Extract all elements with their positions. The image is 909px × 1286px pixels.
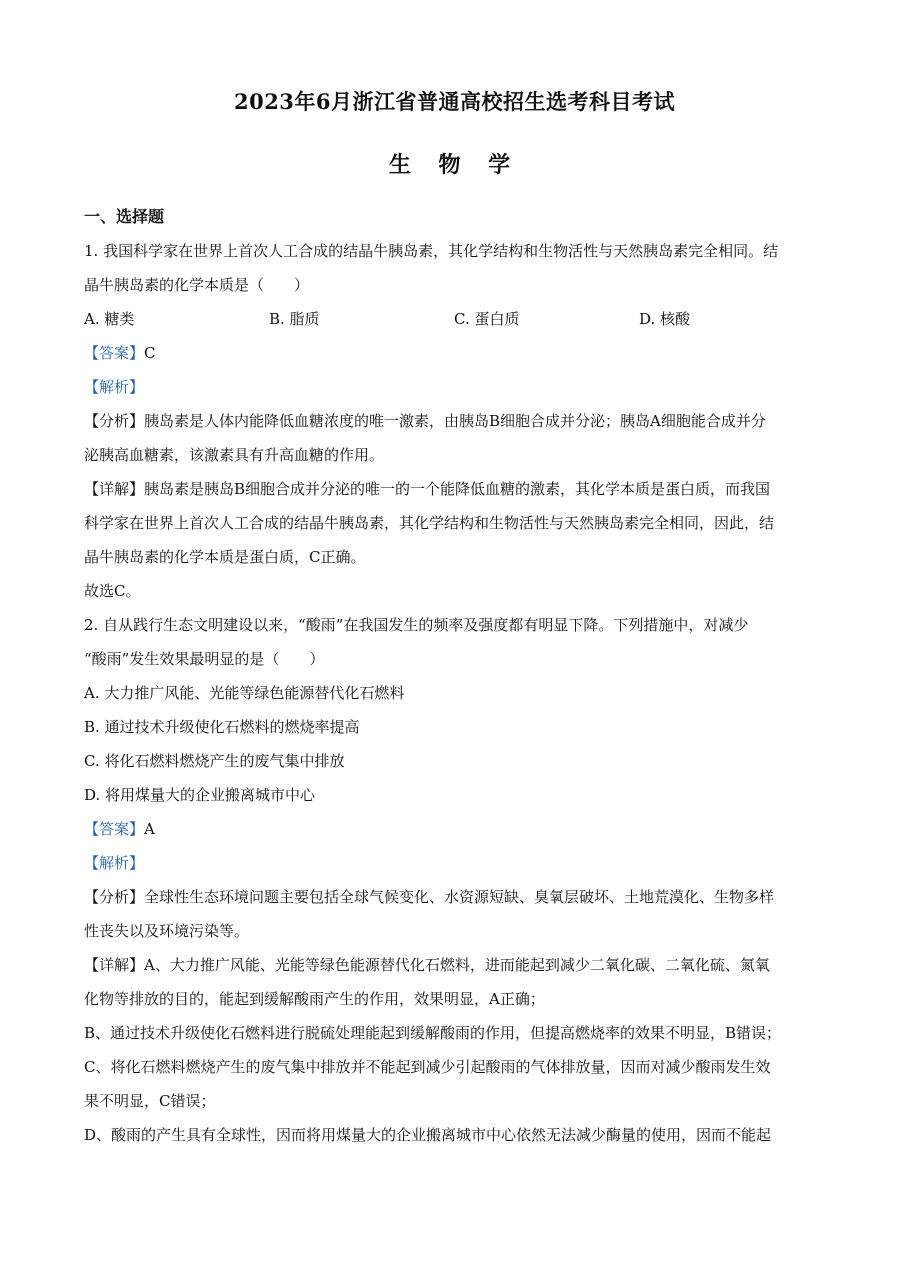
q1-stem-line2: 晶牛胰岛素的化学本质是（ ） <box>84 276 310 294</box>
q1-option-b: B. 脂质 <box>269 310 320 328</box>
section-heading: 一、选择题 <box>84 207 165 226</box>
q1-fenxi-line2: 泌胰高血糖素，该激素具有升高血糖的作用。 <box>84 446 385 464</box>
q1-option-d: D. 核酸 <box>639 310 691 328</box>
fenxi-tag: 【分析】 <box>84 412 145 430</box>
q2-line-c2: 果不明显，C错误； <box>84 1092 216 1110</box>
q1-answer <box>84 336 824 370</box>
answer-tag: 【答案】 <box>84 820 145 838</box>
q1-xiangjie-text1: 胰岛素是胰岛B细胞合成并分泌的唯一的一个能降低血糖的激素，其化学本质是蛋白质，而我国 <box>144 480 771 498</box>
q2-option-b: B. 通过技术升级使化石燃料的燃烧率提高 <box>84 718 360 736</box>
q1-xiangjie-line3: 晶牛胰岛素的化学本质是蛋白质，C正确。 <box>84 548 366 566</box>
q2-line-b: B、通过技术升级使化石燃料进行脱硫处理能起到缓解酸雨的作用，但提高燃烧率的效果不明显，B错误； <box>84 1024 782 1042</box>
q2-stem-line2: “酸雨”发生效果最明显的是（ ） <box>84 650 325 668</box>
q2-line-d: D、酸雨的产生具有全球性，因而将用煤量大的企业搬离城市中心依然无法减少酶量的使用，因而不能起 <box>84 1126 772 1144</box>
q1-xiangjie-line2: 科学家在世界上首次人工合成的结晶牛胰岛素，其化学结构和生物活性与天然胰岛素完全相同，因此，结 <box>84 514 775 532</box>
q1-fenxi-line1 <box>84 404 824 438</box>
q1-fenxi-text1: 胰岛素是人体内能降低血糖浓度的唯一激素，由胰岛B细胞合成并分泌；胰岛A细胞能合成并分 <box>144 412 766 430</box>
q1-stem-line1: 1. 我国科学家在世界上首次人工合成的结晶牛胰岛素，其化学结构和生物活性与天然胰岛素完全相同。结 <box>84 242 779 260</box>
q2-analysis <box>84 846 824 880</box>
subject-title: 生 物 学 <box>388 152 521 178</box>
q1-conclusion: 故选C。 <box>84 582 141 600</box>
q2-answer-value: A <box>144 820 155 838</box>
q2-stem-line1: 2. 自从践行生态文明建设以来，“酸雨”在我国发生的频率及强度都有明显下降。下列措施中，对减少 <box>84 616 749 634</box>
xiangjie-tag: 【详解】 <box>84 480 145 498</box>
q2-line-c1: C、将化石燃料燃烧产生的废气集中排放并不能起到减少引起酸雨的气体排放量，因而对减少酸雨发生效 <box>84 1058 771 1076</box>
q1-options <box>84 302 824 336</box>
q2-xiangjie-line1 <box>84 948 824 982</box>
q2-fenxi-line1 <box>84 880 824 914</box>
answer-tag: 【答案】 <box>84 344 145 362</box>
q2-option-a: A. 大力推广风能、光能等绿色能源替代化石燃料 <box>84 684 405 702</box>
q1-option-a: A. 糖类 <box>84 310 135 328</box>
q2-xiangjie-line2: 化物等排放的目的，能起到缓解酸雨产生的作用，效果明显，A正确； <box>84 990 545 1008</box>
q2-option-d: D. 将用煤量大的企业搬离城市中心 <box>84 786 316 804</box>
q2-answer <box>84 812 824 846</box>
q1-analysis <box>84 370 824 404</box>
analysis-tag: 【解析】 <box>84 854 145 872</box>
q2-xiangjie-text1: A、大力推广风能、光能等绿色能源替代化石燃料，进而能起到减少二氧化碳、二氧化硫、氮氧 <box>144 956 770 974</box>
q2-fenxi-line2: 性丧失以及环境污染等。 <box>84 922 250 940</box>
analysis-tag: 【解析】 <box>84 378 145 396</box>
q2-option-c: C. 将化石燃料燃烧产生的废气集中排放 <box>84 752 345 770</box>
q2-fenxi-text1: 全球性生态环境问题主要包括全球气候变化、水资源短缺、臭氧层破坏、土地荒漠化、生物多样 <box>144 888 775 906</box>
q1-answer-value: C <box>144 344 156 362</box>
q1-option-c: C. 蛋白质 <box>454 310 520 328</box>
document-body <box>84 200 824 1152</box>
fenxi-tag: 【分析】 <box>84 888 145 906</box>
exam-title: 2023年6月浙江省普通高校招生选考科目考试 <box>233 89 676 114</box>
q1-xiangjie-line1 <box>84 472 824 506</box>
xiangjie-tag: 【详解】 <box>84 956 145 974</box>
